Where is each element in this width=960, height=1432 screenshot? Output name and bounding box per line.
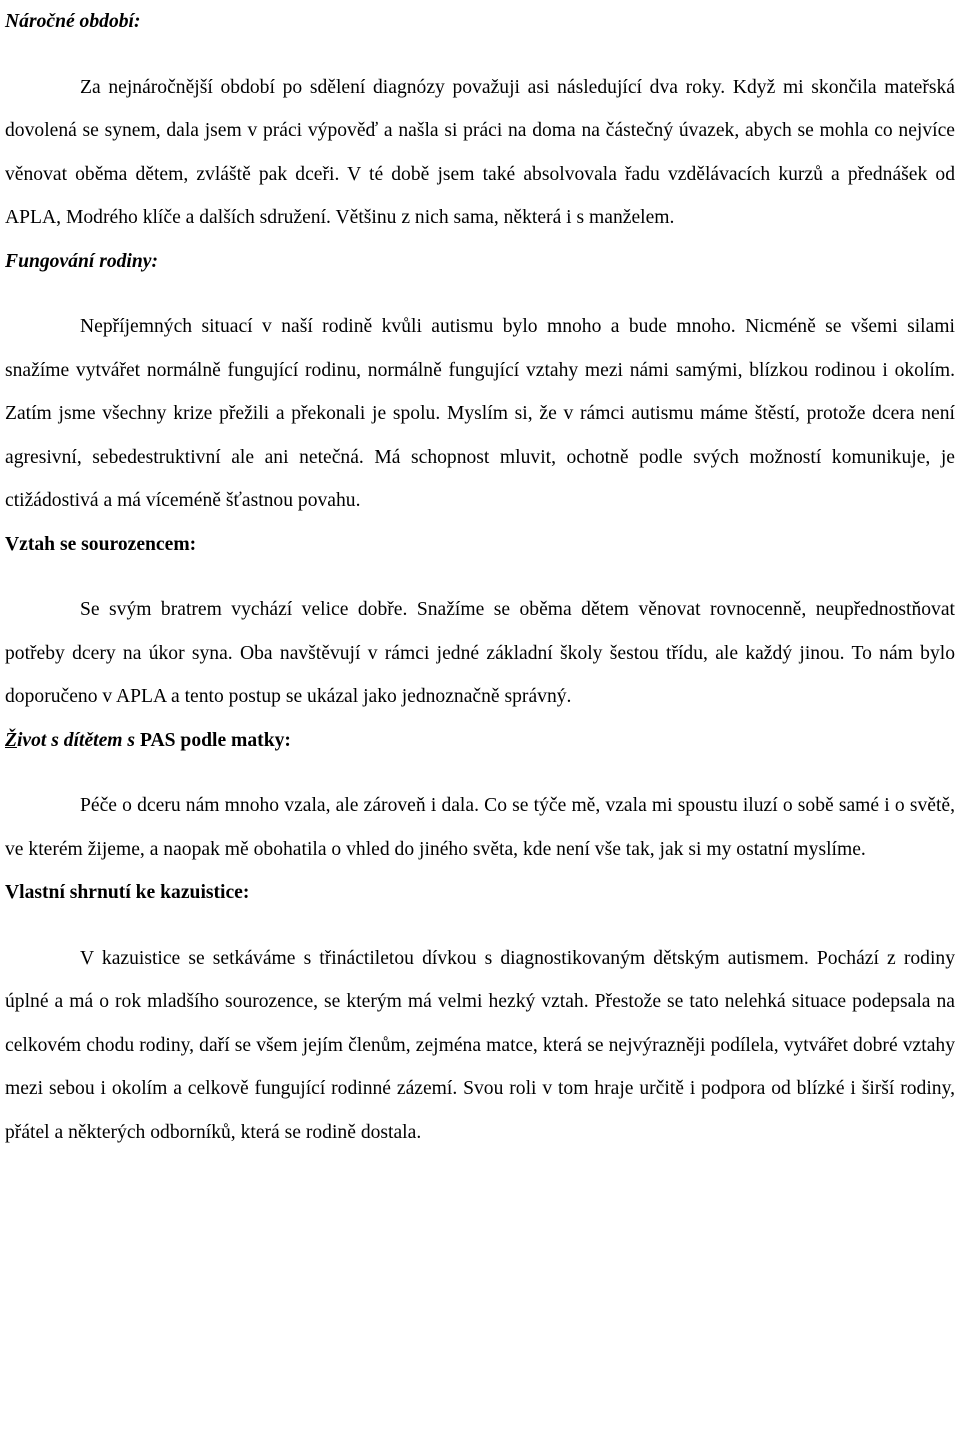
section-paragraph-family-functioning: Nepříjemných situací v naší rodině kvůli autismu bylo mnoho a bude mnoho. Nicméně se všemi silami snažíme vytvářet normálně fungující rodinu, normálně fungující vztahy mezi námi samými, blízkou rodinou i okolím. Zatím jsme všechny krize přežili a překonali je spolu. Myslím si, že v rámci autismu máme štěstí, protože dcera není agresivní, sebedestruktivní ale ani netečná. Má schopnost mluvit, ochotně podle svých možností komunikuje, je ctižádostivá a má víceméně šťastnou povahu.: [5, 316, 955, 511]
section-paragraph-demanding-period: Za nejnáročnější období po sdělení diagnózy považuji asi následující dva roky. Když mi skončila mateřská dovolená se synem, dala jsem v práci výpověď a našla si práci na doma na částečný úvazek, abych se mohla co nejvíce věnovat oběma dětem, zvláště pak dceři. V té době jsem také absolvovala řadu vzdělávacích kurzů a přednášek od APLA, Modrého klíče a dalších sdružení. Většinu z nich sama, některá i s manželem.: [5, 76, 955, 228]
section-paragraph-life-with-child: Péče o dceru nám mnoho vzala, ale zároveň i dala. Co se týče mě, vzala mi spoustu iluzí o sobě samé i o světě, ve kterém žijeme, a naopak mě obohatila o vhled do jiného světa, kde není vše tak, jak si my ostatní myslíme.: [5, 795, 955, 860]
spacer: [5, 44, 955, 66]
spacer: [5, 762, 955, 784]
section-paragraph-sibling-relationship: Se svým bratrem vychází velice dobře. Snažíme se oběma dětem věnovat rovnocenně, neupřednostňovat potřeby dcery na úkor syna. Oba navštěvují v rámci jedné základní školy šestou třídu, ale každý jinou. To nám bylo doporučeno v APLA a tento postup se ukázal jako jednoznačně správný.: [5, 599, 955, 707]
section-heading-family-functioning: Fungování rodiny:: [5, 250, 158, 272]
document-page: [5, 0, 955, 1154]
section-heading-life-with-child: [5, 719, 955, 763]
heading-italic-part: ivot s dítětem s: [16, 729, 136, 751]
spacer: [5, 566, 955, 588]
section-heading-sibling-relationship: Vztah se sourozencem:: [5, 533, 197, 555]
section-heading-case-summary: Vlastní shrnutí ke kazuistice:: [5, 882, 250, 903]
heading-underlined-letter: Ž: [5, 729, 17, 751]
section-heading-demanding-period: Náročné období:: [5, 11, 141, 32]
heading-plain-part: PAS podle matky:: [135, 729, 291, 751]
spacer: [5, 915, 955, 937]
section-paragraph-case-summary: V kazuistice se setkáváme s třináctiletou dívkou s diagnostikovaným dětským autismem. Pochází z rodiny úplné a má o rok mladšího sourozence, se kterým má velmi hezký vztah. Přestože se tato nelehká situace podepsala na celkovém chodu rodiny, daří se všem jejím členům, zejména matce, která se nejvýrazněji podílela, vytvářet dobré vztahy mezi sebou i okolím a celkově fungující rodinné zázemí. Svou roli v tom hraje určitě i podpora od blízké i širší rodiny, přátel a některých odborníků, která se rodině dostala.: [5, 947, 955, 1143]
spacer: [5, 283, 955, 305]
